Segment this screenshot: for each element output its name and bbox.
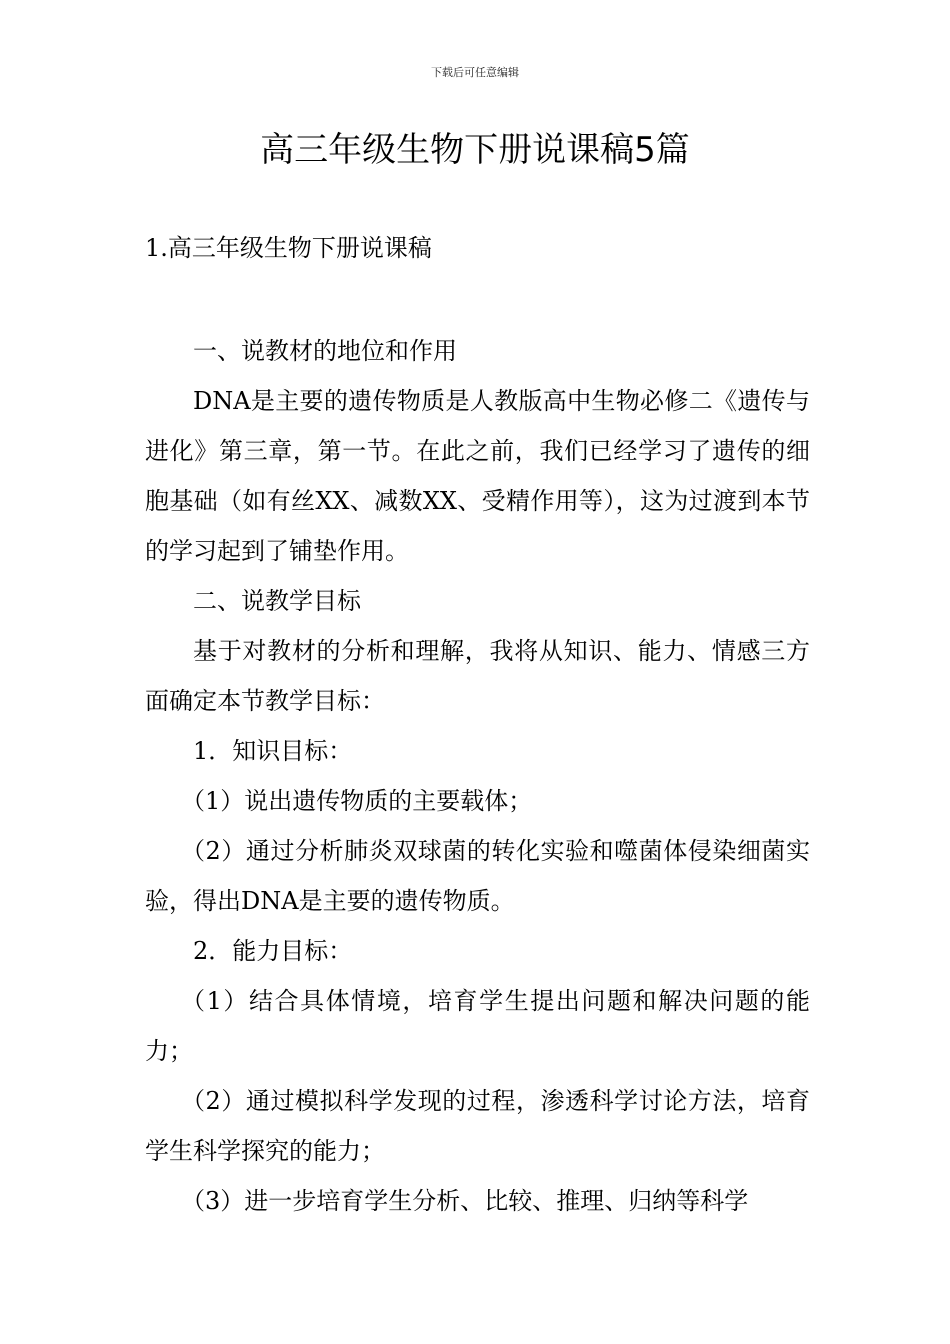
- list-item: （2）通过分析肺炎双球菌的转化实验和噬菌体侵染细菌实验，得出DNA是主要的遗传物质。: [145, 837, 810, 915]
- heading-teaching-goals: 二、说教学目标: [193, 587, 361, 615]
- heading-knowledge-goals: 1．知识目标：: [193, 737, 353, 765]
- heading-ability-goals: 2．能力目标：: [193, 937, 353, 965]
- list-item: （3）进一步培育学生分析、比较、推理、归纳等科学: [181, 1187, 749, 1215]
- document-title: 高三年级生物下册说课稿5篇: [260, 130, 690, 170]
- list-item: （2）通过模拟科学发现的过程，渗透科学讨论方法，培育学生科学探究的能力；: [145, 1087, 810, 1165]
- header-note: 下载后可任意编辑: [431, 66, 519, 79]
- paragraph-textbook-role: DNA是主要的遗传物质是人教版高中生物必修二《遗传与进化》第三章，第一节。在此之前，我们已经学习了遗传的细胞基础（如有丝XX、减数XX、受精作用等），这为过渡到本节的学习起到了铺垫作用。: [145, 387, 810, 565]
- list-item: （1）说出遗传物质的主要载体；: [181, 787, 533, 815]
- paragraph-teaching-goals: 基于对教材的分析和理解，我将从知识、能力、情感三方面确定本节教学目标：: [145, 637, 810, 715]
- list-item: （1）结合具体情境，培育学生提出问题和解决问题的能力；: [145, 987, 810, 1065]
- section-title: 1.高三年级生物下册说课稿: [145, 234, 432, 262]
- heading-textbook-role: 一、说教材的地位和作用: [193, 337, 457, 365]
- document-body: [145, 326, 810, 1226]
